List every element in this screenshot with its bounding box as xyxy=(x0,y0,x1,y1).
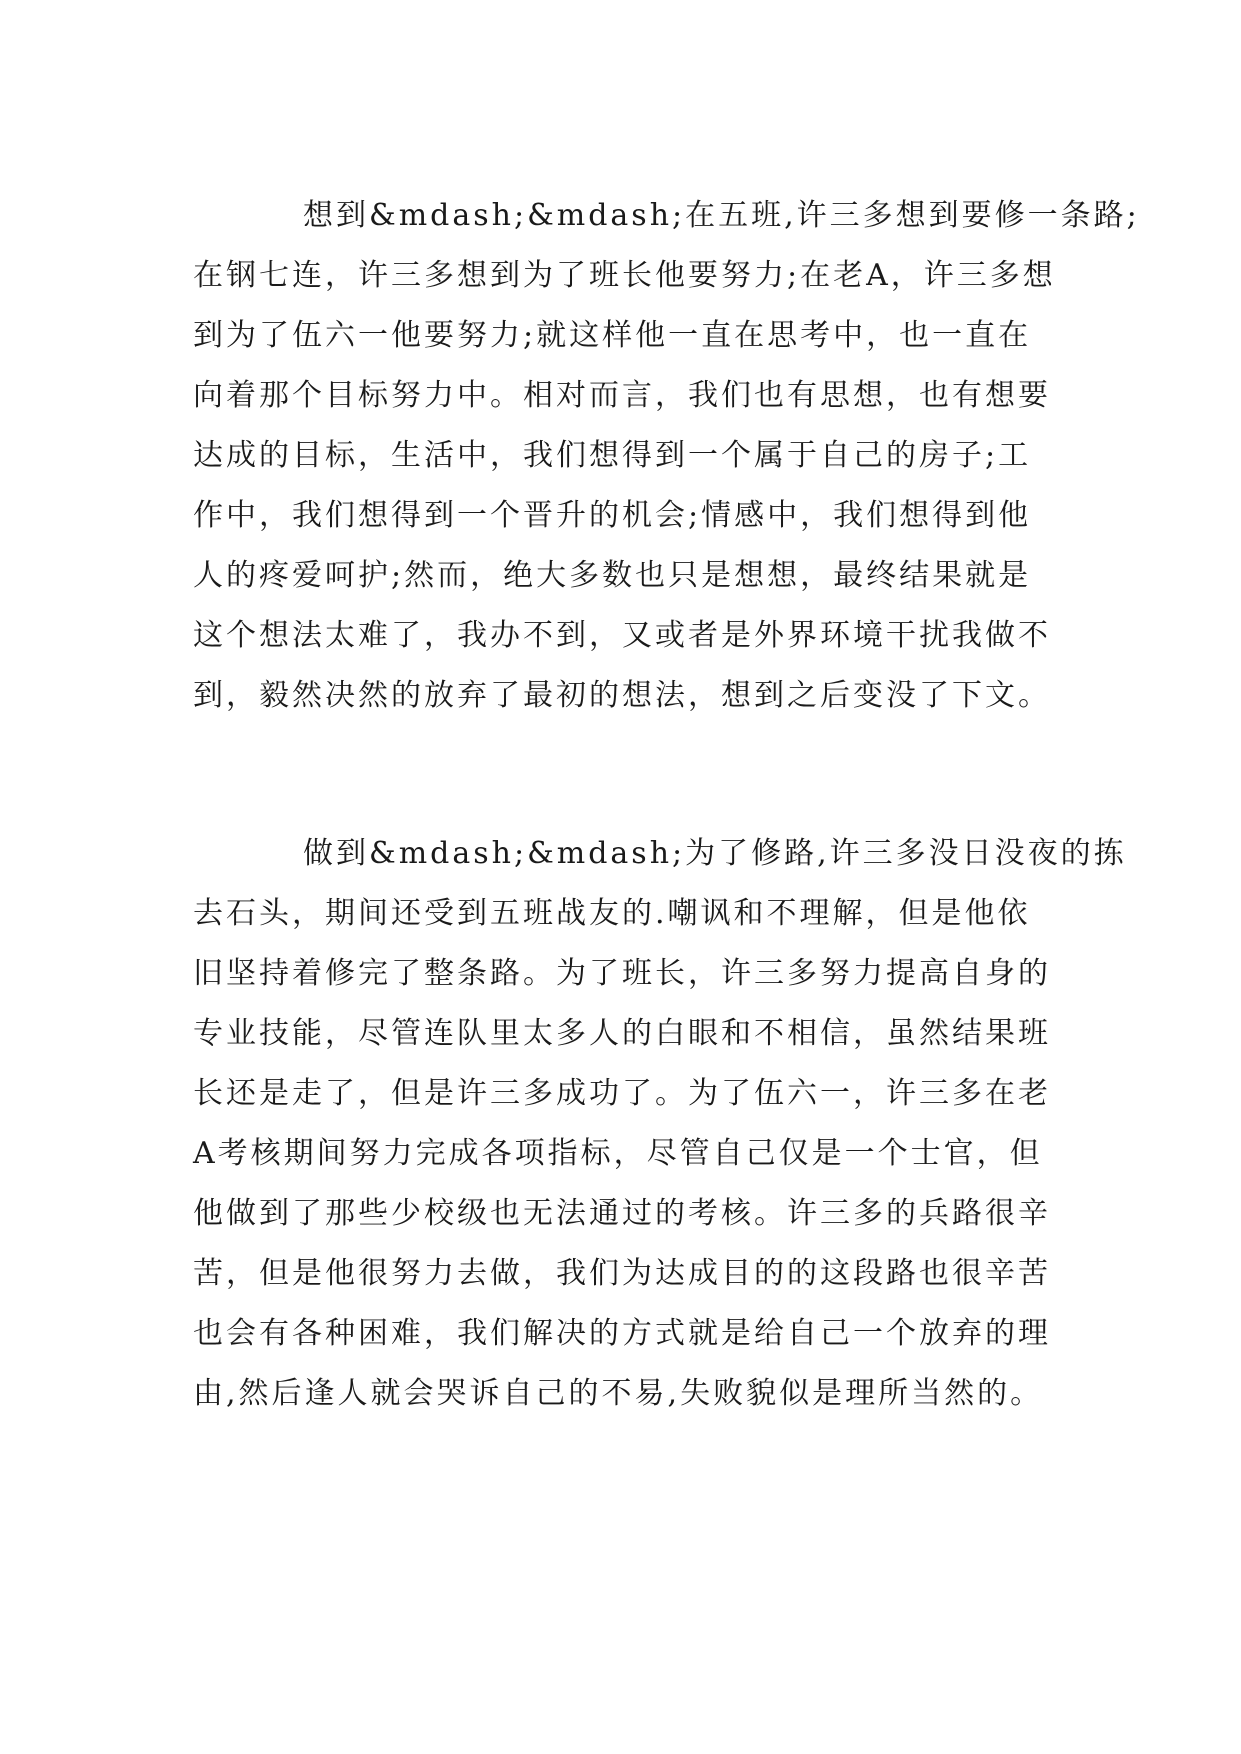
paragraph-line: 也会有各种困难，我们解决的方式就是给自己一个放弃的理 xyxy=(193,1316,1051,1351)
paragraph-doing xyxy=(193,824,1127,1424)
paragraph-line: 向着那个目标努力中。相对而言，我们也有思想，也有想要 xyxy=(193,378,1051,413)
paragraph-line: 苦，但是他很努力去做，我们为达成目的的这段路也很辛苦 xyxy=(193,1256,1051,1291)
paragraph-line: 专业技能，尽管连队里太多人的白眼和不相信，虽然结果班 xyxy=(193,1016,1051,1051)
paragraph-line: 做到&mdash;&mdash;为了修路,许三多没日没夜的拣 xyxy=(303,836,1127,871)
paragraph-line: 他做到了那些少校级也无法通过的考核。许三多的兵路很辛 xyxy=(193,1196,1051,1231)
paragraph-line: 到，毅然决然的放弃了最初的想法，想到之后变没了下文。 xyxy=(193,678,1051,713)
paragraph-line: 这个想法太难了，我办不到，又或者是外界环境干扰我做不 xyxy=(193,618,1051,653)
paragraph-thinking xyxy=(193,186,1140,726)
paragraph-line: 人的疼爱呵护;然而，绝大多数也只是想想，最终结果就是 xyxy=(193,558,1032,593)
paragraph-line: 去石头，期间还受到五班战友的.嘲讽和不理解，但是他依 xyxy=(193,896,1031,931)
paragraph-line: 达成的目标，生活中，我们想得到一个属于自己的房子;工 xyxy=(193,438,1032,473)
paragraph-line: 想到&mdash;&mdash;在五班,许三多想到要修一条路; xyxy=(303,198,1140,233)
paragraph-line: 到为了伍六一他要努力;就这样他一直在思考中，也一直在 xyxy=(193,318,1032,353)
paragraph-line: A考核期间努力完成各项指标，尽管自己仅是一个士官，但 xyxy=(193,1136,1043,1171)
paragraph-line: 作中，我们想得到一个晋升的机会;情感中，我们想得到他 xyxy=(193,498,1032,533)
paragraph-line: 长还是走了，但是许三多成功了。为了伍六一，许三多在老 xyxy=(193,1076,1051,1111)
paragraph-line: 由,然后逢人就会哭诉自己的不易,失败貌似是理所当然的。 xyxy=(193,1376,1044,1411)
paragraph-line: 在钢七连，许三多想到为了班长他要努力;在老A，许三多想 xyxy=(193,258,1056,293)
paragraph-line: 旧坚持着修完了整条路。为了班长，许三多努力提高自身的 xyxy=(193,956,1051,991)
